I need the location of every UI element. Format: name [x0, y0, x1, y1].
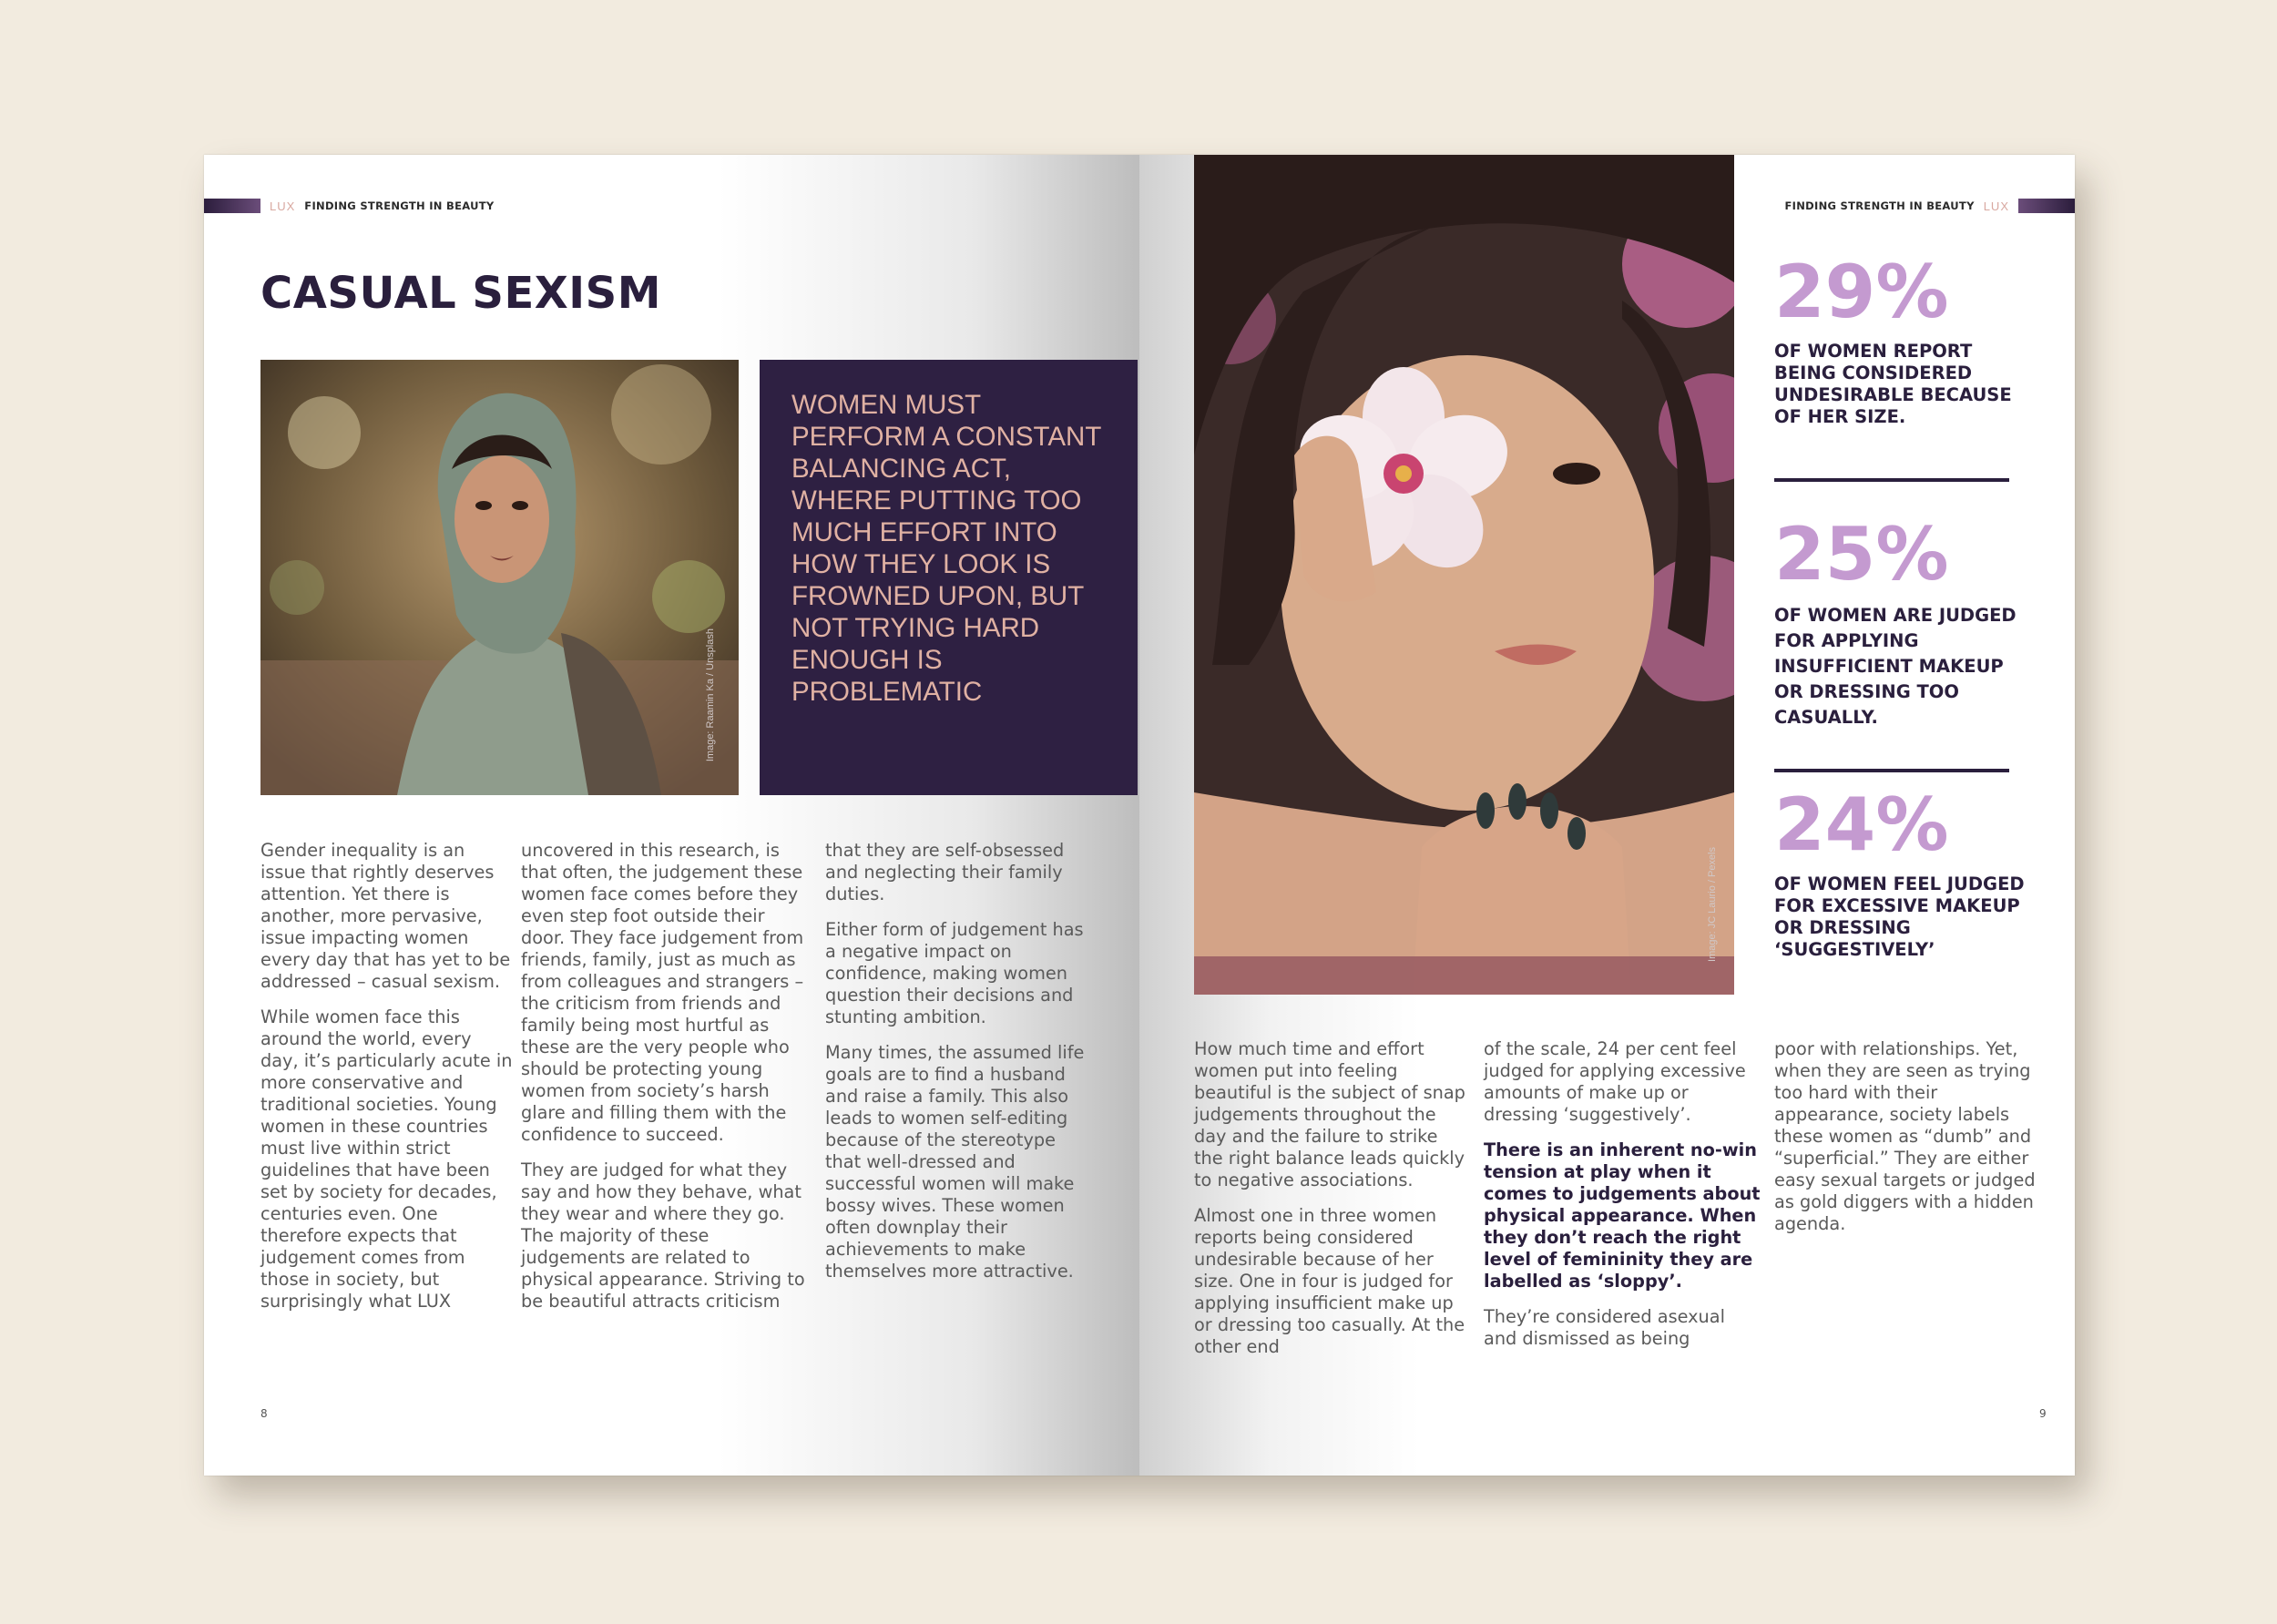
paragraph: of the scale, 24 per cent feel judged for applying excessive amounts of make up or dressing ‘suggestively’.: [1484, 1038, 1746, 1125]
portrait-photo: [260, 360, 739, 795]
magazine-spread: [204, 155, 2075, 1476]
stat-block-2: [1774, 512, 2038, 730]
stat-block-1: [1774, 250, 2038, 428]
divider: [1774, 769, 2009, 772]
paragraph: poor with relationships. Yet, when they are seen as trying too hard with their appearance, society labels these women as “dumb” and “superficial.” They are either easy sexual targets or judged as gold diggers with a hidden agenda.: [1774, 1038, 2036, 1234]
portrait-illustration: [260, 360, 739, 795]
brand-mark: LUX: [270, 199, 296, 213]
stat-value: 24%: [1774, 782, 1949, 867]
stat-value: 29%: [1774, 250, 1949, 334]
paragraph-emphasis: There is an inherent no-win tension at play when it comes to judgements about physical appearance. When they don’t reach the right level of femininity they are labelled as ‘sloppy’.: [1484, 1139, 1761, 1292]
photo-credit-left: Image: Raamin Ka / Unsplash: [705, 628, 716, 762]
paragraph: uncovered in this research, is that often, the judgement these women face comes before they even step foot outside their door. They face judgement from friends, family, just as much as from colleagues and strangers – the criticism from friends and family being most hurtful as these are the very people who should be protecting young women from society’s harsh glare and filling them with the confidence to succeed.: [521, 840, 804, 1145]
left-column-1: [260, 840, 514, 1326]
right-column-2: [1484, 1038, 1761, 1364]
left-column-2: [521, 840, 811, 1326]
pull-quote-box: [760, 360, 1138, 795]
page-number-left: 8: [260, 1407, 268, 1420]
paragraph: Almost one in three women reports being considered undesirable because of her size. One in four is judged for applying insufficient make up or dressing too casually. At the other end: [1194, 1205, 1465, 1357]
paragraph: While women face this around the world, every day, it’s particularly acute in more conservative and traditional societies. Young women in these countries must live within strict guidelines that have been set by society for decades, centuries even. One therefore expects that judgement comes from those in society, but surprisingly what LUX: [260, 1006, 513, 1312]
paragraph: Either form of judgement has a negative impact on confidence, making women question their decisions and stunting ambition.: [825, 919, 1084, 1027]
stat-description: OF WOMEN ARE JUDGED FOR APPLYING INSUFFICIENT MAKEUP OR DRESSING TOO CASUALLY.: [1774, 605, 2017, 728]
paragraph: They’re considered asexual and dismissed as being: [1484, 1306, 1725, 1349]
paragraph: They are judged for what they say and how they behave, what they wear and where they go. The majority of these judgements are related to physical appearance. Striving to be beautiful attracts criticism: [521, 1159, 805, 1312]
stat-block-3: [1774, 782, 2038, 961]
left-column-3: [825, 840, 1089, 1296]
running-title: FINDING STRENGTH IN BEAUTY: [1784, 199, 1975, 212]
stat-description: OF WOMEN REPORT BEING CONSIDERED UNDESIRABLE BECAUSE OF HER SIZE.: [1774, 341, 2012, 427]
brand-mark: LUX: [1983, 199, 2009, 213]
left-page: [204, 155, 1139, 1476]
accent-bar: [204, 199, 260, 213]
accent-bar: [2018, 199, 2075, 213]
flower-portrait-photo: [1194, 155, 1734, 995]
right-column-3: [1774, 1038, 2038, 1249]
stat-description: OF WOMEN FEEL JUDGED FOR EXCESSIVE MAKEUP OR DRESSING ‘SUGGESTIVELY’: [1774, 873, 2025, 960]
right-column-1: [1194, 1038, 1467, 1372]
headline: CASUAL SEXISM: [260, 268, 661, 319]
stat-value: 25%: [1774, 512, 1949, 597]
flower-portrait-illustration: [1194, 155, 1734, 995]
running-head-right: [1784, 198, 2075, 214]
paragraph: Many times, the assumed life goals are to find a husband and raise a family. This also leads to women self-editing because of the stereotype that well-dressed and successful women will make bossy wives. These women often downplay their achievements to make themselves more attractive.: [825, 1042, 1085, 1282]
paragraph: How much time and effort women put into feeling beautiful is the subject of snap judgements throughout the day and the failure to strike the right balance leads quickly to negative associations.: [1194, 1038, 1465, 1190]
running-head-left: [204, 198, 495, 214]
page-number-right: 9: [2039, 1407, 2047, 1420]
photo-credit-right: Image: JC Laurio / Pexels: [1707, 847, 1718, 962]
paragraph: that they are self-obsessed and neglecting their family duties.: [825, 840, 1065, 904]
paragraph: Gender inequality is an issue that rightly deserves attention. Yet there is another, more pervasive, issue impacting women every day that has yet to be addressed – casual sexism.: [260, 840, 511, 992]
divider: [1774, 478, 2009, 482]
pull-quote: WOMEN MUST PERFORM A CONSTANT BALANCING ACT, WHERE PUTTING TOO MUCH EFFORT INTO HOW THEY LOOK IS FROWNED UPON, BUT NOT TRYING HARD ENOUGH IS PROBLEMATIC: [791, 390, 1101, 707]
running-title: FINDING STRENGTH IN BEAUTY: [304, 199, 495, 212]
